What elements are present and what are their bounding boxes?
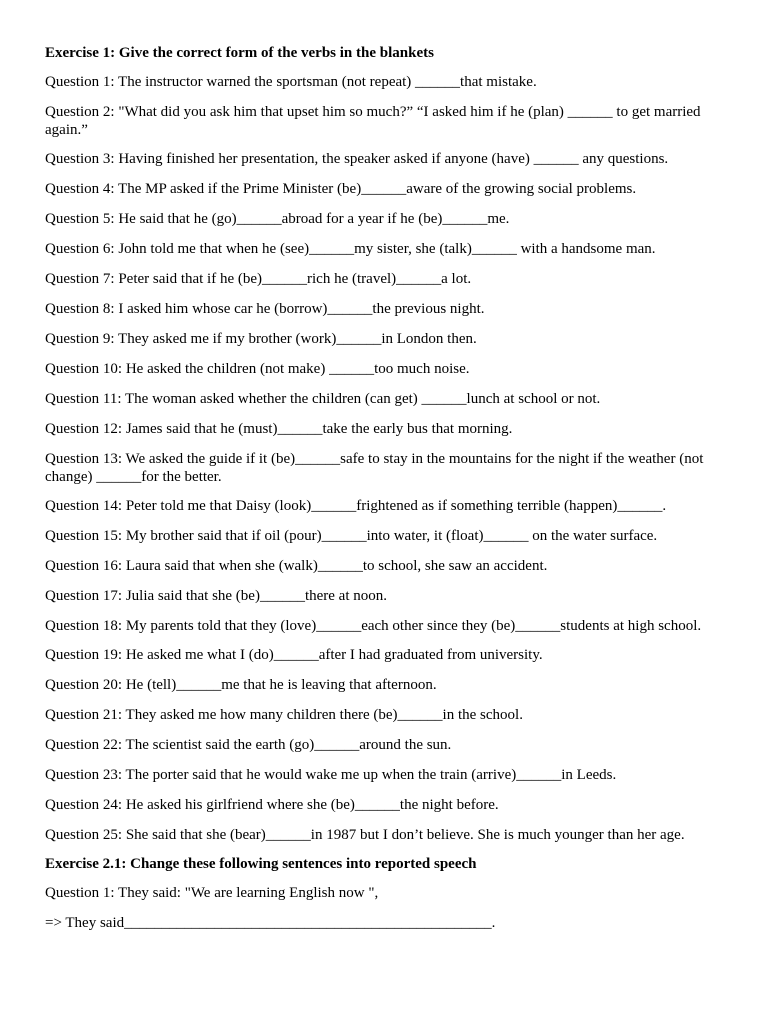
question-11: Question 11: The woman asked whether the children (can get) ______lunch at school or not. — [45, 391, 601, 407]
question-5: Question 5: He said that he (go)______abroad for a year if he (be)______me. — [45, 211, 510, 227]
question-21: Question 21: They asked me how many children there (be)______in the school. — [45, 707, 523, 723]
question-17: Question 17: Julia said that she (be)______there at noon. — [45, 588, 388, 604]
question-7: Question 7: Peter said that if he (be)______rich he (travel)______a lot. — [45, 271, 472, 287]
question-10: Question 10: He asked the children (not make) ______too much noise. — [45, 361, 470, 377]
question-14: Question 14: Peter told me that Daisy (look)______frightened as if something terrible (happen)______. — [45, 498, 667, 514]
question-23: Question 23: The porter said that he would wake me up when the train (arrive)______in Leeds. — [45, 767, 617, 783]
question-16: Question 16: Laura said that when she (walk)______to school, she saw an accident. — [45, 558, 548, 574]
question-25: Question 25: She said that she (bear)______in 1987 but I don’t believe. She is much younger than her age. — [45, 827, 685, 843]
exercise-1-heading: Exercise 1: Give the correct form of the verbs in the blankets — [45, 45, 434, 61]
question-12: Question 12: James said that he (must)______take the early bus that morning. — [45, 421, 513, 437]
question-8: Question 8: I asked him whose car he (borrow)______the previous night. — [45, 301, 485, 317]
question-13: Question 13: We asked the guide if it (be)______safe to stay in the mountains for the night if the weather (not change) ______for the better. — [45, 451, 704, 485]
question-4: Question 4: The MP asked if the Prime Minister (be)______aware of the growing social problems. — [45, 181, 637, 197]
question-2: Question 2: "What did you ask him that upset him so much?” “I asked him if he (plan) ______ to get married again.” — [45, 104, 701, 138]
exercise-2-heading: Exercise 2.1: Change these following sentences into reported speech — [45, 856, 477, 872]
question-15: Question 15: My brother said that if oil (pour)______into water, it (float)______ on the water surface. — [45, 528, 658, 544]
exercise-2-question-1: Question 1: They said: "We are learning English now ", — [45, 885, 379, 901]
question-19: Question 19: He asked me what I (do)______after I had graduated from university. — [45, 647, 543, 663]
question-24: Question 24: He asked his girlfriend where she (be)______the night before. — [45, 797, 499, 813]
question-3: Question 3: Having finished her presentation, the speaker asked if anyone (have) ______ any questions. — [45, 151, 669, 167]
worksheet — [45, 44, 745, 932]
question-1: Question 1: The instructor warned the sportsman (not repeat) ______that mistake. — [45, 74, 537, 90]
question-20: Question 20: He (tell)______me that he is leaving that afternoon. — [45, 677, 437, 693]
exercise-2-answer-line-1: => They said_________________________________________________. — [45, 915, 496, 931]
question-9: Question 9: They asked me if my brother (work)______in London then. — [45, 331, 477, 347]
question-18: Question 18: My parents told that they (love)______each other since they (be)______students at high school. — [45, 618, 702, 634]
question-6: Question 6: John told me that when he (see)______my sister, she (talk)______ with a handsome man. — [45, 241, 656, 257]
question-22: Question 22: The scientist said the earth (go)______around the sun. — [45, 737, 452, 753]
